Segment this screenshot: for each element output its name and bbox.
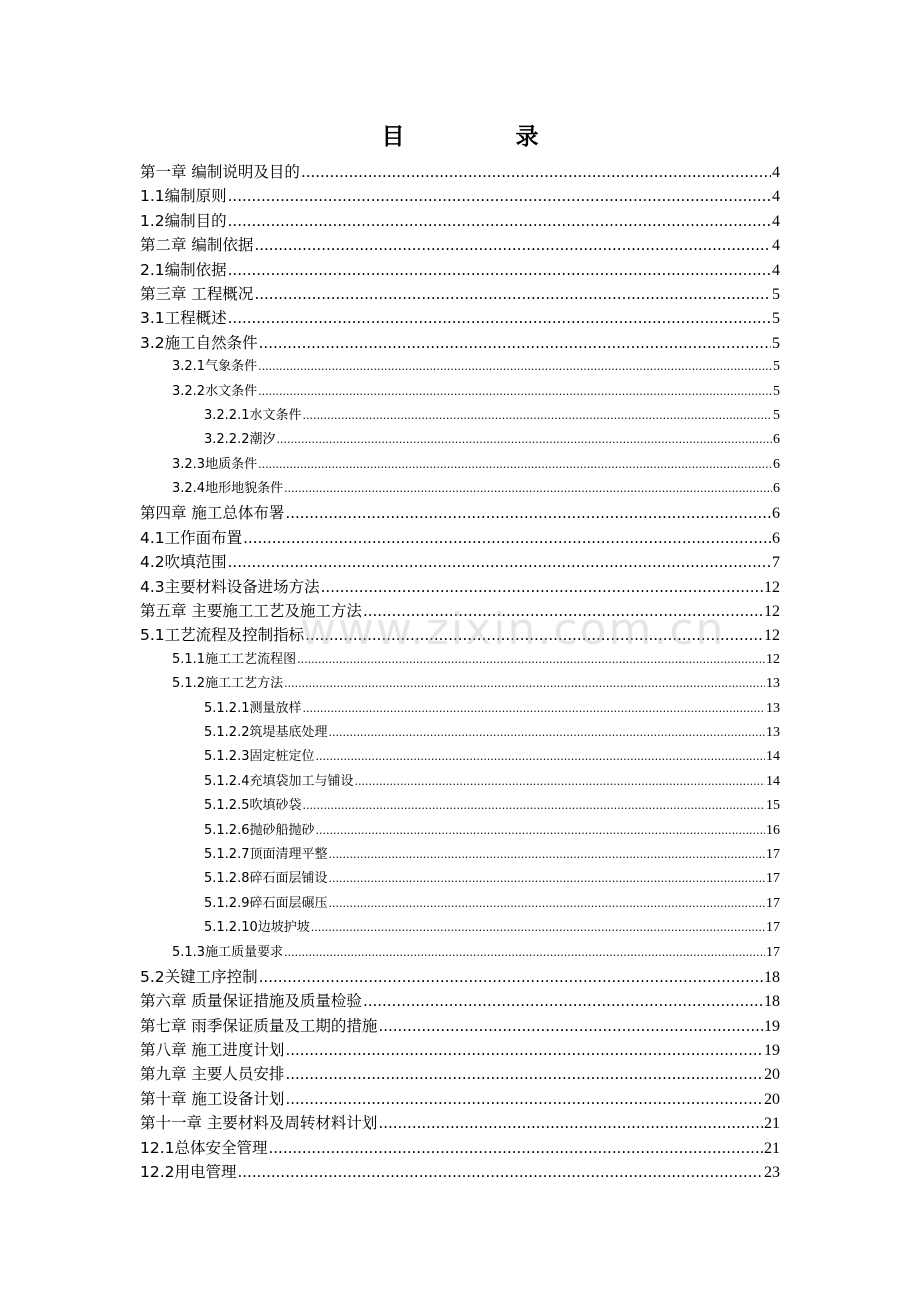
toc-entry-page: 7: [772, 554, 780, 572]
toc-leader-dots: [228, 261, 771, 279]
toc-entry[interactable]: [140, 477, 780, 501]
toc-entry[interactable]: [140, 648, 780, 672]
toc-entry-page: 13: [766, 700, 780, 716]
toc-leader-dots: [378, 1114, 763, 1132]
toc-entry-page: 6: [772, 505, 780, 523]
toc-entry[interactable]: [140, 965, 780, 989]
toc-entry-label: 5.1.2.8碎石面层铺设: [204, 871, 328, 887]
toc-entry[interactable]: [140, 428, 780, 452]
toc-leader-dots: [328, 897, 765, 910]
toc-leader-dots: [305, 626, 763, 644]
toc-leader-dots: [285, 1065, 763, 1083]
toc-leader-dots: [378, 1017, 763, 1035]
toc-entry-label: 5.1.2.6抛砂船抛砂: [204, 822, 315, 838]
toc-entry-label: 第四章 施工总体布署: [140, 504, 285, 523]
toc-entry-label: 3.1工程概述: [140, 309, 227, 328]
toc-entry[interactable]: [140, 550, 780, 574]
toc-entry-label: 5.1.3施工质量要求: [172, 944, 284, 960]
toc-leader-dots: [259, 334, 771, 352]
toc-leader-dots: [254, 285, 771, 303]
toc-leader-dots: [228, 553, 771, 571]
toc-leader-dots: [276, 433, 772, 446]
toc-entry-page: 5: [772, 310, 780, 328]
toc-entry-label: 5.1.2.2筑堤基底处理: [204, 724, 328, 740]
toc-entry-label: 3.2施工自然条件: [140, 333, 258, 352]
toc-entry-label: 12.2用电管理: [140, 1163, 237, 1182]
toc-entry-label: 第九章 主要人员安排: [140, 1065, 285, 1084]
toc-leader-dots: [302, 409, 772, 422]
toc-entry[interactable]: [140, 526, 780, 550]
toc-entry-page: 14: [766, 773, 780, 789]
toc-entry-page: 12: [764, 627, 780, 645]
toc-entry-label: 4.3主要材料设备进场方法: [140, 577, 320, 596]
toc-entry[interactable]: [140, 1111, 780, 1135]
toc-entry[interactable]: [140, 672, 780, 696]
toc-entry-label: 5.1工艺流程及控制指标: [140, 626, 305, 645]
toc-entry-page: 5: [773, 407, 780, 423]
toc-entry[interactable]: [140, 1136, 780, 1160]
toc-entry[interactable]: [140, 380, 780, 404]
toc-entry[interactable]: [140, 1087, 780, 1111]
toc-leader-dots: [259, 968, 763, 986]
toc-entry[interactable]: [140, 184, 780, 208]
toc-entry[interactable]: [140, 1160, 780, 1184]
toc-entry-page: 6: [773, 481, 780, 497]
toc-leader-dots: [228, 187, 771, 205]
toc-leader-dots: [243, 529, 771, 547]
toc-entry-label: 3.2.3地质条件: [172, 456, 258, 472]
toc-entry-label: 1.2编制目的: [140, 211, 227, 230]
toc-entry-label: 3.2.2水文条件: [172, 383, 258, 399]
toc-leader-dots: [301, 163, 771, 181]
toc-entry-label: 5.1.2.10边坡护坡: [204, 920, 310, 936]
toc-leader-dots: [354, 775, 765, 788]
toc-leader-dots: [284, 946, 765, 959]
toc-entry[interactable]: [140, 623, 780, 647]
toc-entry-label: 4.2吹填范围: [140, 553, 227, 572]
toc-entry-page: 5: [773, 383, 780, 399]
toc-entry-page: 6: [773, 432, 780, 448]
toc-entry[interactable]: [140, 331, 780, 355]
toc-list: [140, 160, 780, 1184]
toc-entry-page: 20: [764, 1090, 780, 1108]
toc-leader-dots: [321, 578, 763, 596]
toc-leader-dots: [302, 702, 765, 715]
toc-entry[interactable]: [140, 501, 780, 525]
toc-entry-label: 第十章 施工设备计划: [140, 1089, 285, 1108]
toc-leader-dots: [315, 750, 765, 763]
toc-entry-label: 第七章 雨季保证质量及工期的措施: [140, 1016, 378, 1035]
toc-entry[interactable]: [140, 745, 780, 769]
toc-entry-page: 18: [764, 993, 780, 1011]
toc-leader-dots: [238, 1163, 763, 1181]
toc-entry[interactable]: [140, 989, 780, 1013]
toc-entry-label: 第八章 施工进度计划: [140, 1041, 285, 1060]
toc-entry[interactable]: [140, 258, 780, 282]
toc-leader-dots: [297, 653, 765, 666]
toc-leader-dots: [228, 309, 771, 327]
toc-entry-page: 23: [764, 1164, 780, 1182]
toc-leader-dots: [285, 504, 771, 522]
toc-entry-label: 第六章 质量保证措施及质量检验: [140, 992, 362, 1011]
toc-leader-dots: [269, 1139, 763, 1157]
toc-entry[interactable]: [140, 306, 780, 330]
toc-entry-page: 6: [772, 529, 780, 547]
toc-entry-label: 5.1.2.3固定桩定位: [204, 749, 315, 765]
toc-entry-page: 20: [764, 1066, 780, 1084]
toc-entry-label: 4.1工作面布置: [140, 528, 243, 547]
toc-leader-dots: [328, 848, 765, 861]
toc-entry[interactable]: [140, 721, 780, 745]
toc-entry-label: 3.2.2.2潮汐: [204, 432, 276, 448]
toc-entry-label: 第一章 编制说明及目的: [140, 163, 300, 181]
toc-leader-dots: [228, 212, 771, 230]
toc-entry[interactable]: [140, 843, 780, 867]
toc-entry-label: 第十一章 主要材料及周转材料计划: [140, 1114, 378, 1133]
toc-leader-dots: [254, 236, 771, 254]
toc-entry-label: 5.1.2.9碎石面层碾压: [204, 895, 328, 911]
toc-entry-page: 6: [773, 456, 780, 472]
toc-entry[interactable]: [140, 355, 780, 379]
toc-entry-label: 第三章 工程概况: [140, 284, 254, 303]
toc-entry-page: 19: [764, 1042, 780, 1060]
toc-leader-dots: [363, 992, 763, 1010]
toc-leader-dots: [363, 602, 763, 620]
toc-leader-dots: [258, 385, 772, 398]
toc-entry-label: 5.1.1施工工艺流程图: [172, 651, 297, 667]
toc-entry-page: 5: [772, 334, 780, 352]
toc-leader-dots: [328, 726, 765, 739]
toc-entry-page: 19: [764, 1017, 780, 1035]
toc-entry-page: 17: [766, 846, 780, 862]
toc-entry[interactable]: [140, 233, 780, 257]
toc-entry-page: 4: [772, 212, 780, 230]
toc-leader-dots: [315, 824, 765, 837]
toc-entry-page: 17: [766, 944, 780, 960]
toc-entry-label: 5.1.2.5吹填砂袋: [204, 798, 302, 814]
toc-entry-page: 17: [766, 920, 780, 936]
toc-entry[interactable]: [140, 892, 780, 916]
toc-entry-page: 12: [764, 603, 780, 621]
toc-entry-label: 3.2.1气象条件: [172, 359, 258, 375]
toc-leader-dots: [285, 1090, 763, 1108]
toc-leader-dots: [284, 482, 772, 495]
toc-entry-page: 4: [772, 164, 780, 181]
toc-entry-page: 14: [766, 749, 780, 765]
toc-entry-label: 5.2关键工序控制: [140, 967, 258, 986]
toc-entry[interactable]: [140, 209, 780, 233]
toc-entry-label: 5.1.2.4充填袋加工与铺设: [204, 773, 354, 789]
toc-entry-page: 16: [766, 822, 780, 838]
toc-entry[interactable]: [140, 282, 780, 306]
toc-leader-dots: [285, 1041, 763, 1059]
toc-entry-label: 12.1总体安全管理: [140, 1138, 268, 1157]
toc-leader-dots: [258, 360, 772, 373]
toc-title: 目 录: [381, 124, 583, 150]
toc-entry-page: 13: [766, 676, 780, 692]
toc-entry-label: 5.1.2施工工艺方法: [172, 676, 284, 692]
toc-entry-page: 12: [764, 578, 780, 596]
toc-leader-dots: [284, 677, 765, 690]
toc-entry[interactable]: [140, 867, 780, 891]
toc-entry[interactable]: [140, 819, 780, 843]
toc-entry-label: 5.1.2.7顶面清理平整: [204, 846, 328, 862]
toc-entry-label: 3.2.2.1水文条件: [204, 407, 302, 423]
toc-entry-label: 1.1编制原则: [140, 187, 227, 206]
toc-entry-label: 5.1.2.1测量放样: [204, 700, 302, 716]
toc-entry[interactable]: [140, 916, 780, 940]
toc-entry-page: 17: [766, 895, 780, 911]
toc-leader-dots: [328, 872, 765, 885]
toc-entry[interactable]: [140, 599, 780, 623]
toc-entry-label: 3.2.4地形地貌条件: [172, 481, 284, 497]
toc-leader-dots: [302, 799, 765, 812]
toc-entry[interactable]: [140, 1062, 780, 1086]
toc-entry-label: 第二章 编制依据: [140, 236, 254, 255]
toc-leader-dots: [258, 458, 772, 471]
toc-entry[interactable]: [140, 1038, 780, 1062]
toc-entry-page: 13: [766, 724, 780, 740]
toc-entry-page: 4: [772, 237, 780, 255]
toc-entry-page: 4: [772, 261, 780, 279]
toc-entry-page: 12: [766, 651, 780, 667]
toc-entry[interactable]: [140, 404, 780, 428]
toc-entry[interactable]: [140, 770, 780, 794]
watermark: www.zixin.com.cn: [300, 604, 726, 655]
toc-entry-page: 21: [764, 1139, 780, 1157]
toc-entry-page: 18: [764, 968, 780, 986]
toc-entry-label: 2.1编制依据: [140, 260, 227, 279]
toc-entry[interactable]: [140, 575, 780, 599]
toc-entry-page: 5: [773, 359, 780, 375]
toc-entry-label: 第五章 主要施工工艺及施工方法: [140, 602, 362, 621]
toc-entry[interactable]: [140, 697, 780, 721]
toc-entry[interactable]: [140, 941, 780, 965]
toc-leader-dots: [311, 921, 765, 934]
toc-entry[interactable]: [140, 453, 780, 477]
toc-entry-page: 4: [772, 188, 780, 206]
toc-entry-page: 21: [764, 1115, 780, 1133]
toc-entry[interactable]: [140, 160, 780, 184]
toc-entry[interactable]: [140, 794, 780, 818]
toc-entry-page: 5: [772, 285, 780, 303]
toc-entry-page: 15: [766, 798, 780, 814]
toc-entry-page: 17: [766, 871, 780, 887]
toc-entry[interactable]: [140, 1014, 780, 1038]
